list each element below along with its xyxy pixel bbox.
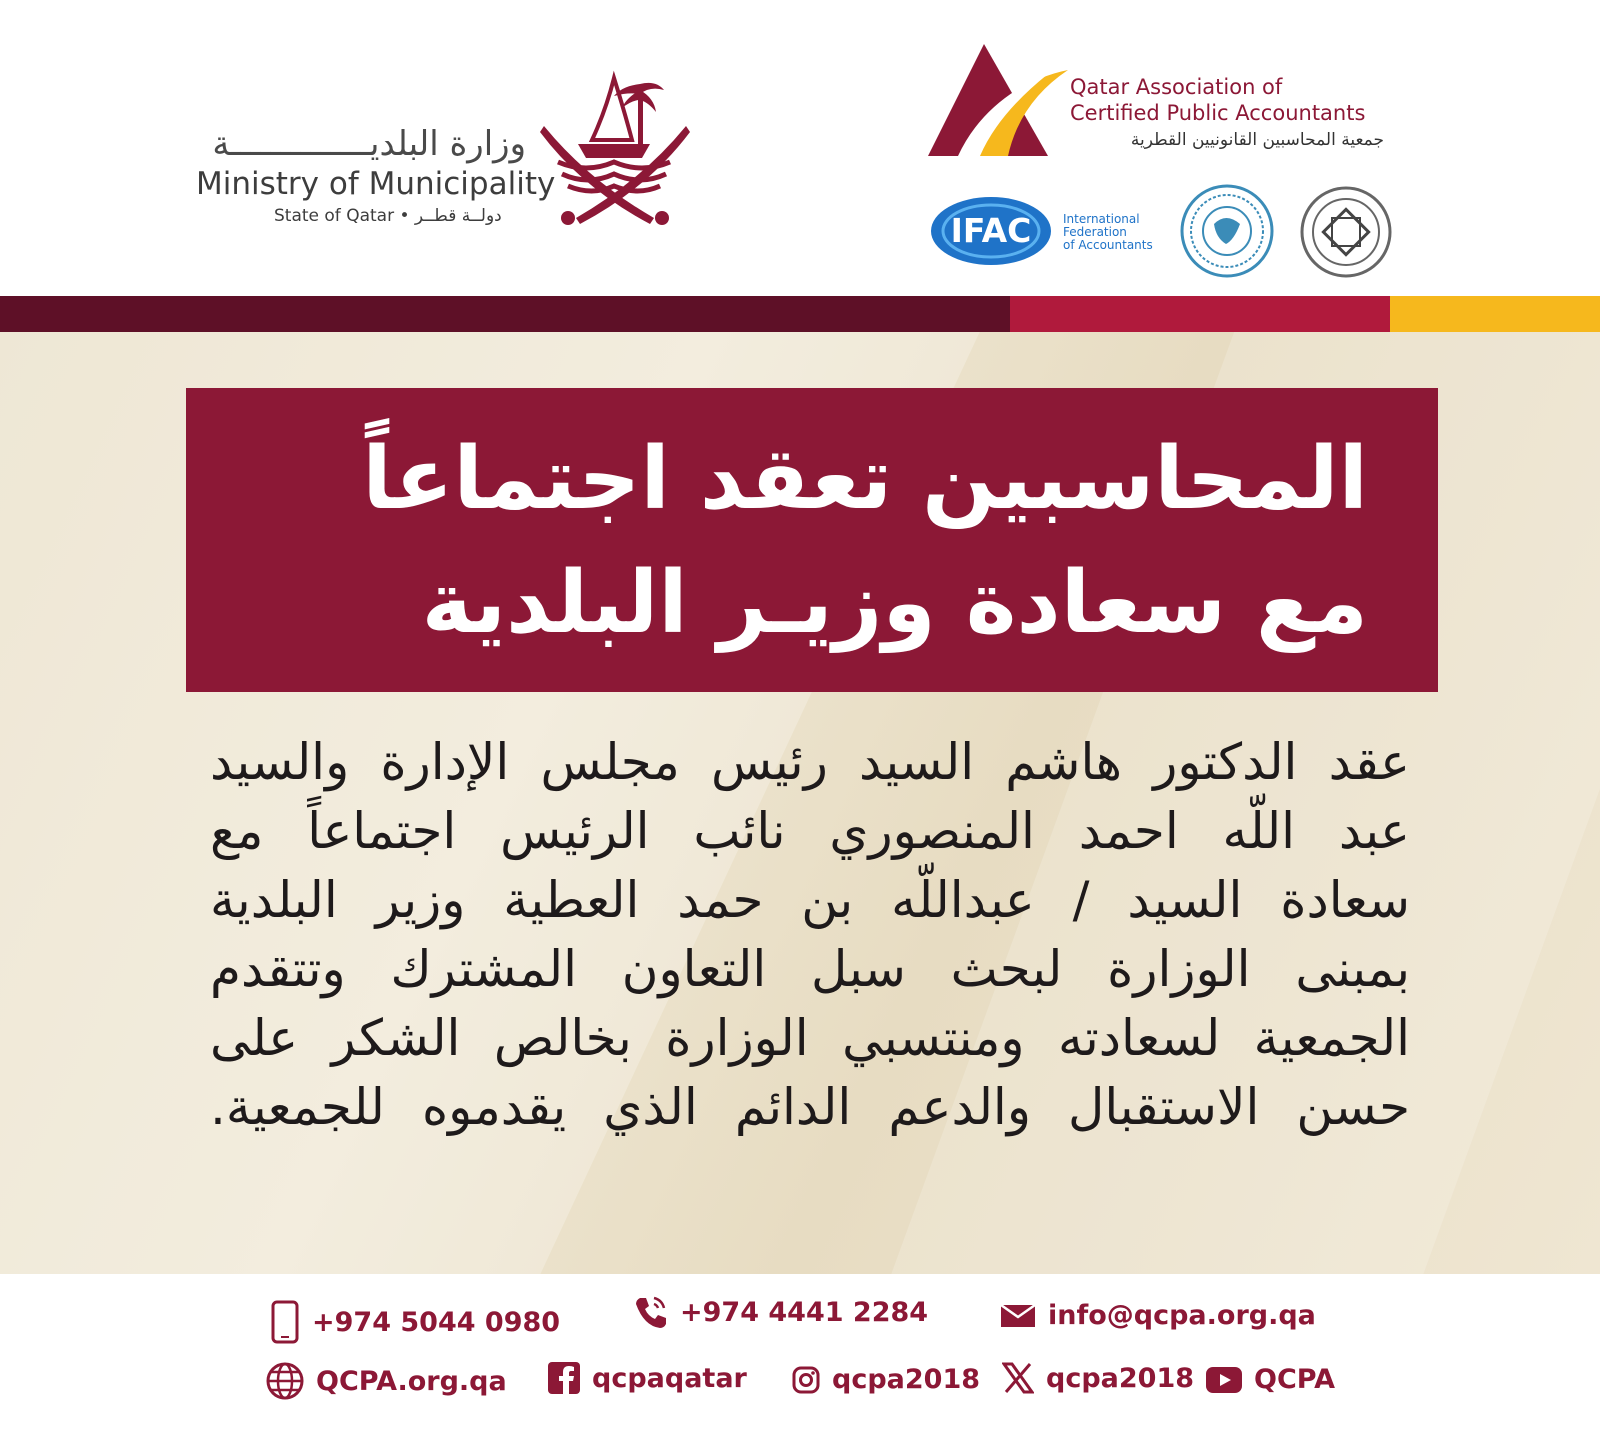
website-contact[interactable] bbox=[266, 1362, 507, 1400]
email-contact[interactable] bbox=[1000, 1300, 1316, 1331]
x-contact[interactable] bbox=[1002, 1362, 1194, 1394]
facebook-contact[interactable] bbox=[548, 1362, 747, 1394]
x-handle[interactable]: qcpa2018 bbox=[1046, 1362, 1195, 1394]
ifac-abbr: IFAC bbox=[950, 211, 1032, 250]
stripe-gold bbox=[1390, 296, 1600, 332]
instagram-icon bbox=[792, 1366, 820, 1394]
body-line: عقد الدكتور هاشم السيد رئيس مجلس الإدارة والسيد bbox=[210, 733, 1410, 791]
ifac-line3: of Accountants bbox=[1063, 238, 1153, 252]
website-url[interactable]: QCPA.org.qa bbox=[316, 1365, 507, 1397]
phone-number: +974 4441 2284 bbox=[680, 1296, 929, 1328]
afaa-seal-icon bbox=[1180, 184, 1274, 278]
mobile-phone-icon bbox=[270, 1300, 300, 1344]
youtube-handle[interactable]: QCPA bbox=[1254, 1364, 1335, 1395]
body-line: سعادة السيد / عبداللّه بن حمد العطية وزير البلدية bbox=[210, 871, 1410, 929]
headline-box bbox=[186, 388, 1438, 692]
ifac-line2: Federation bbox=[1063, 225, 1127, 239]
facebook-handle[interactable]: qcpaqatar bbox=[592, 1362, 747, 1394]
footer bbox=[0, 1274, 1600, 1438]
email-icon bbox=[1000, 1304, 1036, 1328]
qatar-emblem-icon bbox=[538, 70, 692, 232]
qcpa-logo-icon bbox=[928, 44, 1068, 156]
headline-line1: المحاسبين تعقد اجتماعاً bbox=[362, 429, 1368, 529]
mobile-number: +974 5044 0980 bbox=[312, 1306, 561, 1338]
association-name-line1: Qatar Association of bbox=[1070, 75, 1283, 99]
youtube-icon bbox=[1206, 1367, 1242, 1393]
association-name-line2: Certified Public Accountants bbox=[1070, 101, 1366, 125]
ifac-line1: International bbox=[1063, 212, 1140, 226]
globe-icon bbox=[266, 1362, 304, 1400]
headline-line2: مع سعادة وزيـر البلدية bbox=[421, 553, 1368, 653]
youtube-contact[interactable] bbox=[1206, 1364, 1335, 1395]
email-address[interactable]: info@qcpa.org.qa bbox=[1048, 1300, 1316, 1331]
body-line: بمبنى الوزارة لبحث سبل التعاون المشترك وتتقدم bbox=[210, 940, 1410, 998]
phone-contact[interactable] bbox=[632, 1294, 928, 1330]
stripe-crimson bbox=[1010, 296, 1390, 332]
instagram-contact[interactable] bbox=[792, 1364, 980, 1395]
stripe-dark-maroon bbox=[0, 296, 1010, 332]
article-body bbox=[210, 728, 1410, 1142]
header bbox=[0, 0, 1600, 296]
phone-icon bbox=[632, 1294, 668, 1330]
x-twitter-icon bbox=[1002, 1362, 1034, 1394]
ministry-name-english: Ministry of Municipality bbox=[196, 166, 556, 202]
instagram-handle[interactable]: qcpa2018 bbox=[832, 1364, 981, 1395]
ministry-subtitle: State of Qatar • دولــة قطــر bbox=[274, 206, 502, 226]
association-name-arabic: جمعية المحاسبين القانونيين القطرية bbox=[1130, 130, 1384, 150]
ministry-name-arabic: وزارة البلديــــــــــــــة bbox=[212, 124, 526, 164]
body-line: عبد اللّه احمد المنصوري نائب الرئيس اجتماعاً مع bbox=[210, 802, 1410, 860]
gcc-seal-icon bbox=[1300, 186, 1392, 278]
body-line: حسن الاستقبال والدعم الدائم الذي يقدموه للجمعية. bbox=[210, 1078, 1410, 1136]
mobile-contact[interactable] bbox=[270, 1300, 560, 1344]
body-line: الجمعية لسعادته ومنتسبي الوزارة بخالص الشكر على bbox=[210, 1009, 1410, 1067]
facebook-icon bbox=[548, 1362, 580, 1394]
